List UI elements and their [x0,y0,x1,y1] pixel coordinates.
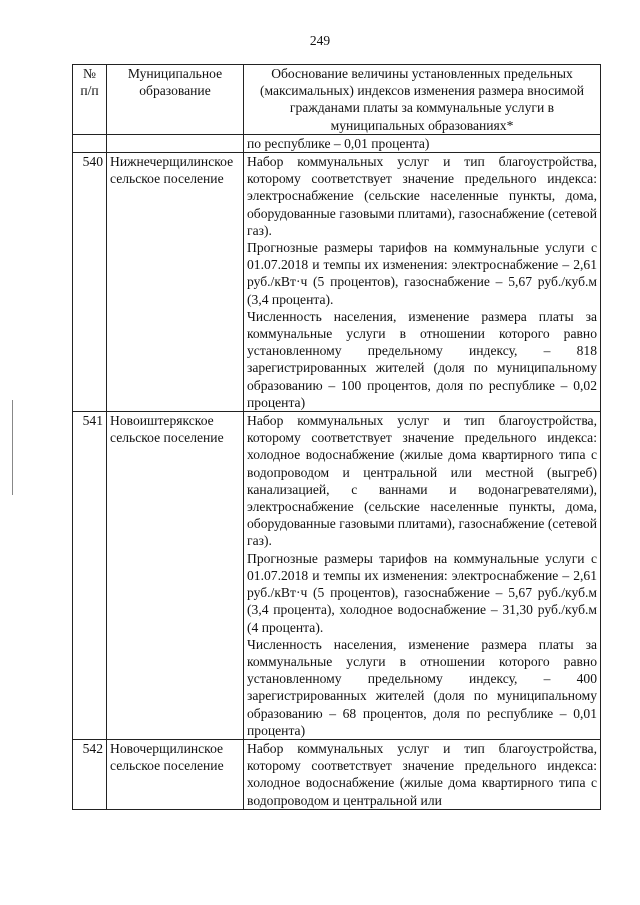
table-row [73,153,601,412]
row-number: 542 [73,739,107,809]
continuation-text: по республике – 0,01 процента) [244,134,601,152]
row-paragraph: Прогнозные размеры тарифов на коммунальные услуги с 01.07.2018 и темпы их изменения: электроснабжение – 2,61 руб./кВт·ч (5 процентов), газоснабжение – 5,67 руб./куб.м (3,4 процента). [247,240,597,307]
page-number: 249 [309,33,331,48]
row-justification [244,739,601,809]
margin-mark [12,400,13,495]
continuation-number-cell [73,134,107,152]
table-row [73,412,601,740]
row-justification [244,412,601,740]
continuation-row [73,134,601,152]
tariff-index-table [72,64,601,810]
row-paragraph: Прогнозные размеры тарифов на коммунальные услуги с 01.07.2018 и темпы их изменения: электроснабжение – 2,61 руб./кВт·ч (5 процентов), газоснабжение – 5,67 руб./куб.м (3,4 процента), холодное водоснабжение – 31,30 руб./куб.м (4 процента). [247,550,597,635]
header-municipality: Муниципальное образование [107,65,244,135]
header-justification: Обоснование величины установленных предельных (максимальных) индексов изменения размера вносимой гражданами платы за коммунальные услуги в муниципальных образованиях* [244,65,601,135]
row-municipality: Нижнечерщилинское сельское поселение [107,153,244,412]
continuation-municipality-cell [107,134,244,152]
row-paragraph: Численность населения, изменение размера платы за коммунальные услуги в отношении которого равно установленному предельному индексу, – 818 зарегистрированных жителей (доля по муниципальному образованию – 100 процентов, доля по республике – 0,02 процента) [247,308,597,410]
row-paragraph: Набор коммунальных услуг и тип благоустройства, которому соответствует значение предельного индекса: холодное водоснабжение (жилые дома квартирного типа с водопроводом и центральной или местной (выгреб) канализацией, с ваннами и водонагревателями), электроснабжение (сельские населенные пункты, дома, оборудованные газовыми плитами), газоснабжение (сетевой газ). [247,413,597,549]
table-header-row [73,65,601,135]
row-number: 540 [73,153,107,412]
row-paragraph: Набор коммунальных услуг и тип благоустройства, которому соответствует значение предельного индекса: холодное водоснабжение (жилые дома квартирного типа с водопроводом и центральной или [247,740,597,808]
row-paragraph: Набор коммунальных услуг и тип благоустройства, которому соответствует значение предельного индекса: электроснабжение (сельские населенные пункты, дома, оборудованные газовыми плитами), газоснабжение (сетевой газ). [247,154,597,238]
row-municipality: Новоиштерякское сельское поселение [107,412,244,740]
row-paragraph: Численность населения, изменение размера платы за коммунальные услуги в отношении которого равно установленному предельному индексу, – 400 зарегистрированных жителей (доля по муниципальному образованию – 68 процентов, доля по республике – 0,01 процента) [247,636,597,738]
row-municipality: Новочерщилинское сельское поселение [107,739,244,809]
row-justification [244,153,601,412]
header-number: № п/п [73,65,107,135]
table-row [73,739,601,809]
row-number: 541 [73,412,107,740]
